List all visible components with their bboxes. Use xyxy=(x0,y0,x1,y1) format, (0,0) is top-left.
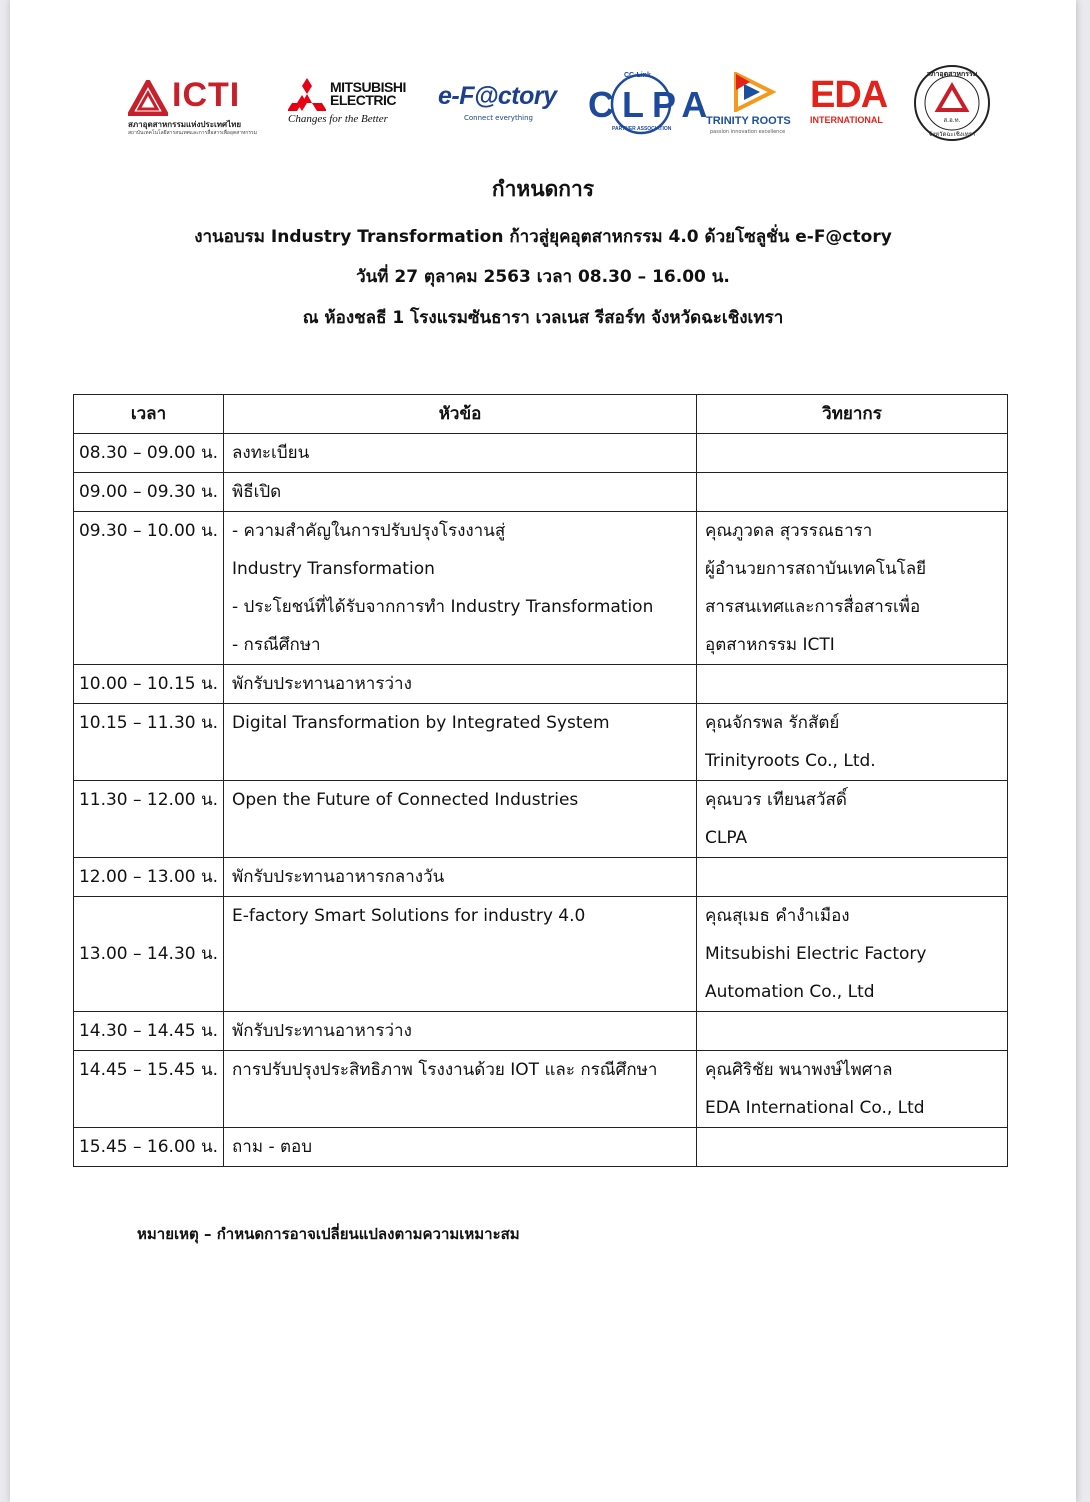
speaker-line: คุณจักรพล รักสัตย์ xyxy=(705,713,840,733)
speaker-cell xyxy=(697,781,1008,858)
speaker-line: สารสนเทศและการสื่อสารเพื่อ xyxy=(705,597,921,617)
speaker-line: คุณภูวดล สุวรรณธารา xyxy=(705,521,873,541)
eda-sub: INTERNATIONAL xyxy=(810,115,883,125)
table-row xyxy=(74,665,1008,704)
seal-abbr: ส.อ.ท. xyxy=(943,117,961,124)
mitsubishi-electric-logo xyxy=(288,76,418,132)
time-cell: 14.45 – 15.45 น. xyxy=(74,1051,224,1128)
logo-strip xyxy=(10,60,1076,150)
speaker-cell xyxy=(697,434,1008,473)
efactory-tagline: Connect everything xyxy=(464,114,533,122)
table-row xyxy=(74,858,1008,897)
time-cell: 10.15 – 11.30 น. xyxy=(74,704,224,781)
icti-subtitle: สภาอุตสาหกรรมแห่งประเทศไทย xyxy=(128,120,242,129)
speaker-cell xyxy=(697,1128,1008,1167)
time-cell: 08.30 – 09.00 น. xyxy=(74,434,224,473)
topic-cell xyxy=(224,1051,697,1128)
topic-line: ถาม - ตอบ xyxy=(232,1137,313,1157)
icti-tagline: สถาบันเทคโนโลยีสารสนเทศและการสื่อสารเพื่ออุตสาหกรรม xyxy=(128,130,258,136)
topic-cell xyxy=(224,1128,697,1167)
topic-cell xyxy=(224,858,697,897)
speaker-line: EDA International Co., Ltd xyxy=(705,1098,925,1118)
seal-top-text: สภาอุตสาหกรรม xyxy=(926,70,978,78)
event-venue: ณ ห้องชลธี 1 โรงแรมซันธารา เวลเนส รีสอร์ท จังหวัดฉะเชิงเทรา xyxy=(302,308,784,328)
header-time: เวลา xyxy=(74,395,224,434)
speaker-line: Trinityroots Co., Ltd. xyxy=(705,751,876,771)
document-page xyxy=(10,0,1076,1502)
mitsubishi-line1: MITSUBISHI xyxy=(330,79,406,95)
seal-bottom-text: จังหวัดฉะเชิงเทรา xyxy=(928,131,976,138)
trinity-tagline: passion innovation excellence xyxy=(710,129,786,135)
document-title: กำหนดการ xyxy=(491,177,595,201)
footnote: หมายเหตุ – กำหนดการอาจเปลี่ยนแปลงตามความเหมาะสม xyxy=(137,1225,520,1243)
speaker-cell xyxy=(697,512,1008,665)
mitsubishi-tagline: Changes for the Better xyxy=(288,113,388,125)
topic-cell xyxy=(224,473,697,512)
topic-line: - ความสำคัญในการปรับปรุงโรงงานสู่ xyxy=(232,521,506,541)
topic-cell xyxy=(224,434,697,473)
table-row xyxy=(74,1051,1008,1128)
speaker-line: CLPA xyxy=(705,828,748,848)
trinity-wordmark: TRINITY ROOTS xyxy=(706,115,791,127)
speaker-cell xyxy=(697,897,1008,1012)
eda-logo xyxy=(810,74,902,128)
icti-triangle-icon xyxy=(128,80,168,116)
time-cell: 14.30 – 14.45 น. xyxy=(74,1012,224,1051)
table-row xyxy=(74,1128,1008,1167)
fti-seal-logo xyxy=(913,64,991,142)
speaker-cell xyxy=(697,1012,1008,1051)
topic-line: Industry Transformation xyxy=(232,559,435,579)
speaker-line: คุณบวร เทียนสวัสดิ์ xyxy=(705,790,847,810)
eda-wordmark: EDA xyxy=(810,74,888,116)
topic-cell xyxy=(224,512,697,665)
icti-logo xyxy=(128,78,258,138)
topic-line: พิธีเปิด xyxy=(232,482,282,502)
speaker-line: Automation Co., Ltd xyxy=(705,982,875,1002)
speaker-line: อุตสาหกรรม ICTI xyxy=(705,635,835,655)
speaker-line: Mitsubishi Electric Factory xyxy=(705,944,927,964)
efactory-logo xyxy=(438,82,573,128)
clpa-tagline: PARTNER ASSOCIATION xyxy=(612,126,672,132)
topic-cell xyxy=(224,781,697,858)
time-cell: 09.00 – 09.30 น. xyxy=(74,473,224,512)
speaker-cell xyxy=(697,473,1008,512)
topic-line: Digital Transformation by Integrated System xyxy=(232,713,610,733)
speaker-line: คุณศิริชัย พนาพงษ์ไพศาล xyxy=(705,1060,893,1080)
table-row xyxy=(74,704,1008,781)
time-cell: 12.00 – 13.00 น. xyxy=(74,858,224,897)
icti-wordmark: ICTI xyxy=(172,76,241,114)
table-row xyxy=(74,781,1008,858)
speaker-cell xyxy=(697,704,1008,781)
time-cell: 11.30 – 12.00 น. xyxy=(74,781,224,858)
schedule-table xyxy=(73,394,1008,1167)
event-title: งานอบรม Industry Transformation ก้าวสู่ยุคอุตสาหกรรม 4.0 ด้วยโซลูชั่น e-F@ctory xyxy=(194,227,892,247)
efactory-wordmark: e-F@ctory xyxy=(438,82,557,110)
speaker-cell xyxy=(697,665,1008,704)
table-row xyxy=(74,434,1008,473)
topic-cell xyxy=(224,1012,697,1051)
speaker-line: คุณสุเมธ คำงำเมือง xyxy=(705,906,850,926)
topic-line: - กรณีศึกษา xyxy=(232,635,321,655)
topic-line: การปรับปรุงประสิทธิภาพ โรงงานด้วย IOT และ กรณีศึกษา xyxy=(232,1060,658,1080)
clpa-wordmark: CLPA xyxy=(588,84,716,125)
speaker-cell xyxy=(697,1051,1008,1128)
header-speaker: วิทยากร xyxy=(697,395,1008,434)
topic-line: พักรับประทานอาหารกลางวัน xyxy=(232,867,445,887)
table-row xyxy=(74,1012,1008,1051)
time-cell: 15.45 – 16.00 น. xyxy=(74,1128,224,1167)
topic-line: พักรับประทานอาหารว่าง xyxy=(232,674,412,694)
topic-line: ลงทะเบียน xyxy=(232,443,310,463)
time-cell: 10.00 – 10.15 น. xyxy=(74,665,224,704)
topic-cell xyxy=(224,704,697,781)
header-topic: หัวข้อ xyxy=(224,395,697,434)
table-row xyxy=(74,512,1008,665)
topic-line: - ประโยชน์ที่ได้รับจากการทำ Industry Transformation xyxy=(232,597,654,617)
topic-cell xyxy=(224,665,697,704)
table-row xyxy=(74,473,1008,512)
speaker-cell xyxy=(697,858,1008,897)
time-cell: 13.00 – 14.30 น. xyxy=(74,897,224,1012)
topic-line: E-factory Smart Solutions for industry 4.0 xyxy=(232,906,586,926)
clpa-ring-label: CC-Link xyxy=(624,72,651,79)
trinity-roots-logo xyxy=(706,72,801,136)
trinity-play-icon xyxy=(732,72,776,112)
event-date: วันที่ 27 ตุลาคม 2563 เวลา 08.30 – 16.00 น. xyxy=(356,267,730,287)
three-diamonds-icon xyxy=(288,78,326,112)
topic-line: Open the Future of Connected Industries xyxy=(232,790,579,810)
topic-cell xyxy=(224,897,697,1012)
clpa-logo xyxy=(588,72,716,136)
topic-line: พักรับประทานอาหารว่าง xyxy=(232,1021,412,1041)
table-header-row xyxy=(74,395,1008,434)
mitsubishi-line2: ELECTRIC xyxy=(330,92,396,108)
time-cell: 09.30 – 10.00 น. xyxy=(74,512,224,665)
speaker-line: ผู้อำนวยการสถาบันเทคโนโลยี xyxy=(705,559,927,579)
table-row xyxy=(74,897,1008,1012)
